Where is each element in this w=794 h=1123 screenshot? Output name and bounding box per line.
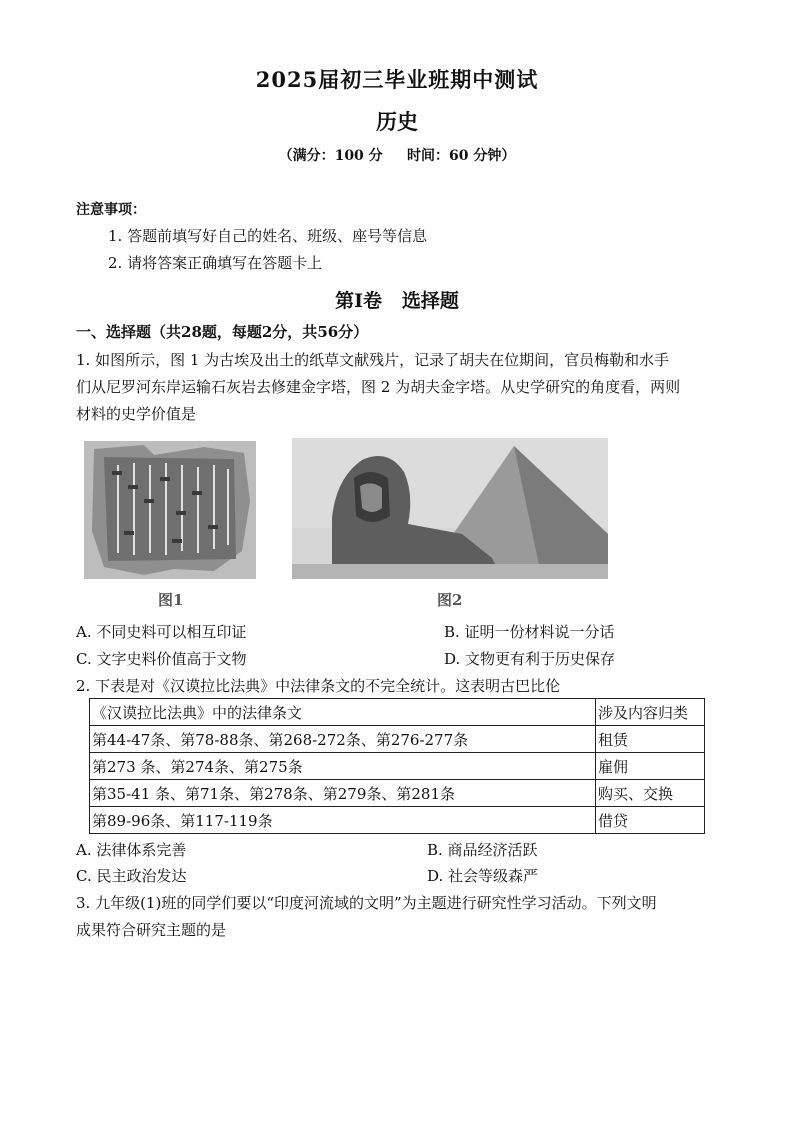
table-header-cell: 《汉谟拉比法典》中的法律条文: [90, 699, 596, 726]
table-cell: 购买、交换: [596, 780, 705, 807]
q1-line: 1. 如图所示，图 1 为古埃及出土的纸草文献残片，记录了胡夫在位期间，官员梅勒和水手: [76, 351, 670, 369]
table-cell: 雇佣: [596, 753, 705, 780]
notice-heading: 注意事项：: [76, 202, 146, 218]
figure-2-caption: 图2: [437, 591, 463, 609]
notice-item: 2. 请将答案正确填写在答题卡上: [108, 254, 323, 272]
q2-option-c[interactable]: C. 民主政治发达: [76, 867, 187, 885]
table-row: [90, 807, 705, 834]
table-cell: 借贷: [596, 807, 705, 834]
q1-option-b[interactable]: B. 证明一份材料说一分话: [444, 623, 615, 641]
table-row: [90, 726, 705, 753]
table-cell: 第273 条、第274条、第275条: [90, 753, 596, 780]
table-row: [90, 753, 705, 780]
q2-option-b[interactable]: B. 商品经济活跃: [427, 841, 538, 859]
exam-meta: （满分：100 分 时间：60 分钟）: [278, 148, 516, 164]
papyrus-fragment-image: [84, 441, 256, 579]
q1-option-a[interactable]: A. 不同史料可以相互印证: [76, 623, 247, 641]
table-header-row: [90, 699, 705, 726]
figure-1-caption: 图1: [158, 591, 184, 609]
law-table: [89, 698, 705, 834]
sphinx-pyramid-illustration: [292, 438, 608, 579]
q1-line: 材料的史学价值是: [76, 405, 197, 423]
q1-option-d[interactable]: D. 文物更有利于历史保存: [444, 650, 616, 668]
table-cell: 第35-41 条、第71条、第278条、第279条、第281条: [90, 780, 596, 807]
sphinx-pyramid-image: [292, 438, 608, 579]
table-cell: 租赁: [596, 726, 705, 753]
section-title: 第Ⅰ卷 选择题: [335, 290, 459, 312]
papyrus-illustration: [84, 441, 256, 579]
q1-line: 们从尼罗河东岸运输石灰岩去修建金字塔，图 2 为胡夫金字塔。从史学研究的角度看，两则: [76, 378, 681, 396]
table-row: [90, 780, 705, 807]
q3-line: 成果符合研究主题的是: [76, 921, 227, 939]
q2-option-d[interactable]: D. 社会等级森严: [427, 867, 539, 885]
notice-item: 1. 答题前填写好自己的姓名、班级、座号等信息: [108, 227, 428, 245]
table-header-cell: 涉及内容归类: [596, 699, 705, 726]
table-cell: 第89-96条、第117-119条: [90, 807, 596, 834]
exam-subject: 历史: [376, 109, 418, 134]
q3-line: 3. 九年级(1)班的同学们要以“印度河流域的文明”为主题进行研究性学习活动。下列文明: [76, 894, 657, 912]
exam-title: 2025届初三毕业班期中测试: [255, 67, 539, 92]
q2-stem: 2. 下表是对《汉谟拉比法典》中法律条文的不完全统计。这表明古巴比伦: [76, 677, 561, 695]
table-cell: 第44-47条、第78-88条、第268-272条、第276-277条: [90, 726, 596, 753]
part-title: 一、选择题（共28题，每题2分，共56分）: [76, 323, 369, 341]
q1-option-c[interactable]: C. 文字史料价值高于文物: [76, 650, 247, 668]
q2-option-a[interactable]: A. 法律体系完善: [76, 841, 187, 859]
